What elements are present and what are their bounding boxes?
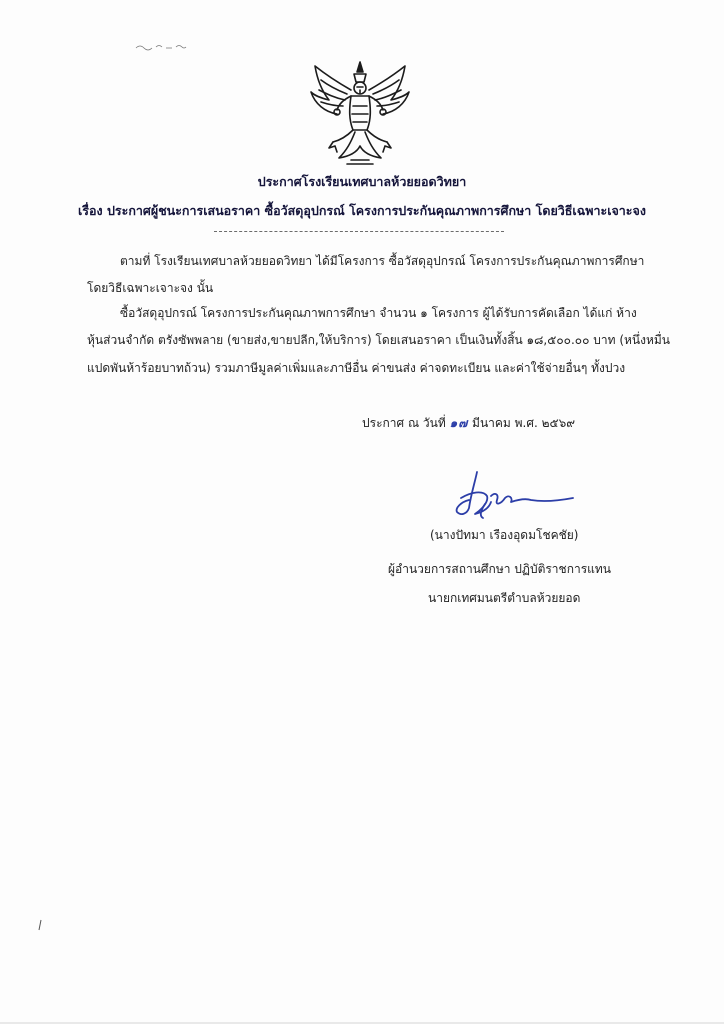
garuda-emblem-icon: [307, 60, 413, 168]
signatory-acting-for: นายกเทศมนตรีตำบลห้วยยอด: [428, 591, 581, 605]
announce-date-prefix: ประกาศ ณ วันที่: [362, 416, 446, 430]
paragraph1-line1: ตามที่ โรงเรียนเทศบาลห้วยยอดวิทยา ได้มีโครงการ ซื้อวัสดุอุปกรณ์ โครงการประกันคุณภาพการศึกษา: [120, 254, 645, 268]
signatory-name: (นางปัทมา เรืองอุดมโชคชัย): [430, 528, 579, 542]
handwritten-signature: [447, 468, 577, 520]
announce-date-day: ๑๗: [449, 416, 469, 430]
paragraph1-line2: โดยวิธีเฉพาะเจาะจง นั้น: [87, 281, 214, 295]
stray-pen-mark-icon: [36, 918, 44, 932]
signatory-position: ผู้อำนวยการสถานศึกษา ปฏิบัติราชการแทน: [388, 562, 611, 576]
announcement-subject: เรื่อง ประกาศผู้ชนะการเสนอราคา ซื้อวัสดุอุปกรณ์ โครงการประกันคุณภาพการศึกษา โดยวิธีเฉพาะเจาะจง: [78, 203, 646, 218]
announcement-title: ประกาศโรงเรียนเทศบาลห้วยยอดวิทยา: [257, 174, 467, 189]
paragraph2-line2: หุ้นส่วนจำกัด ตรังซัพพลาย (ขายส่ง,ขายปลีก,ให้บริการ) โดยเสนอราคา เป็นเงินทั้งสิ้น ๑๘,๕๐๐.๐๐ บาท (หนึ่งหมื่น: [87, 333, 670, 347]
paragraph2-line3: แปดพันห้าร้อยบาทถ้วน) รวมภาษีมูลค่าเพิ่มและภาษีอื่น ค่าขนส่ง ค่าจดทะเบียน และค่าใช้จ่ายอื่นๆ ทั้งปวง: [87, 361, 626, 375]
announce-date: [362, 414, 575, 433]
header-divider: [214, 231, 504, 232]
paragraph2-line1: ซื้อวัสดุอุปกรณ์ โครงการประกันคุณภาพการศึกษา จำนวน ๑ โครงการ ผู้ได้รับการคัดเลือก ได้แก่ ห้าง: [120, 306, 637, 320]
margin-scribble-icon: [134, 42, 190, 52]
announce-date-month-year: มีนาคม พ.ศ. ๒๕๖๙: [472, 416, 576, 430]
